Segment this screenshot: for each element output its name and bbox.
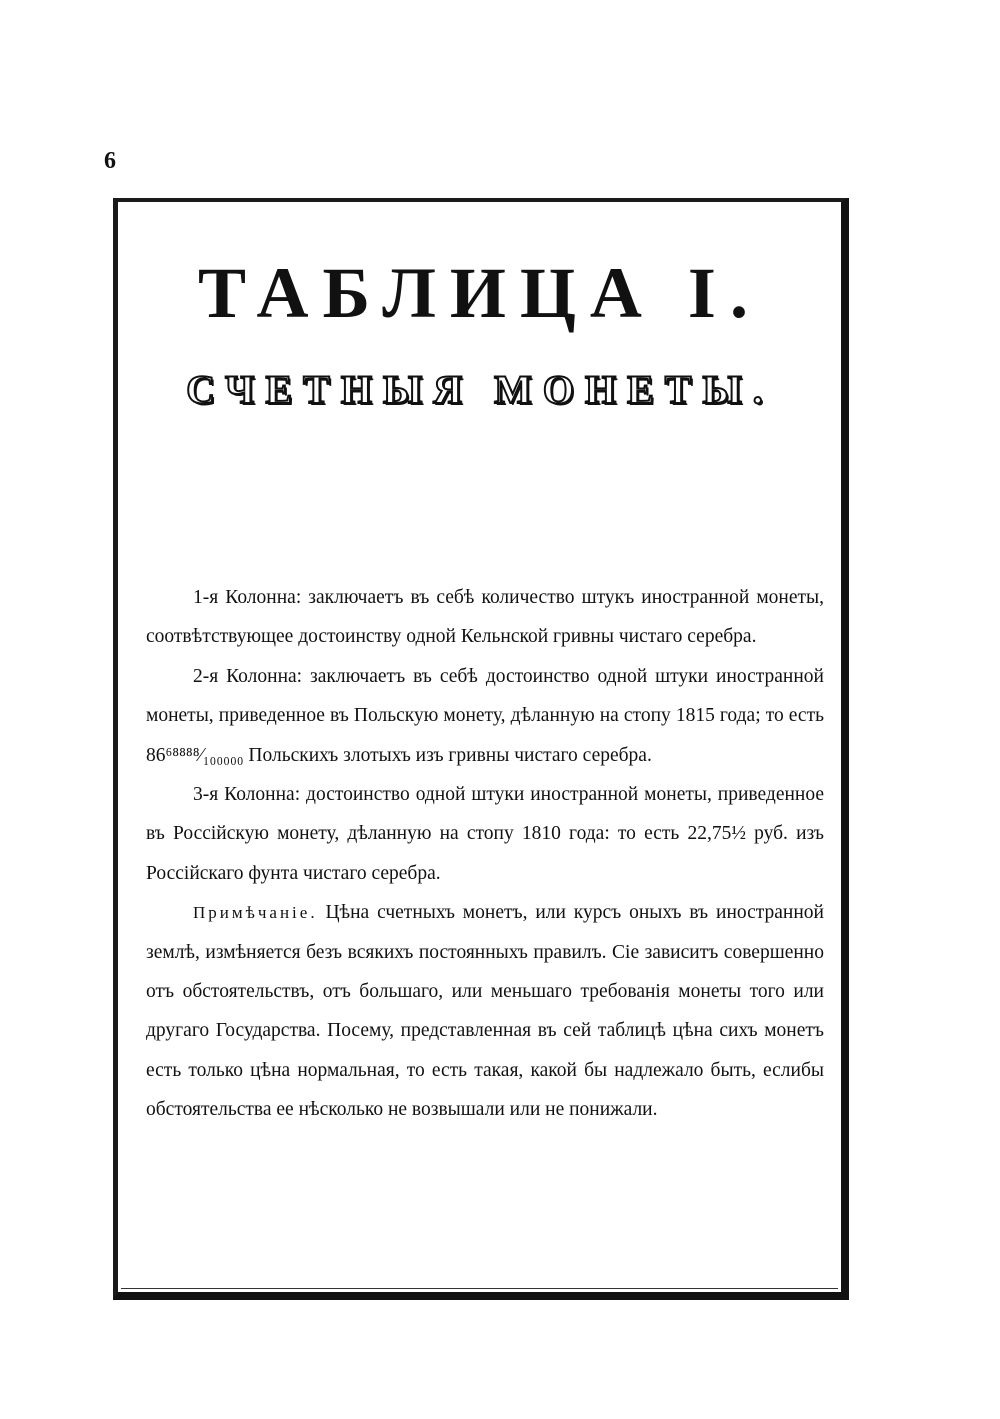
- body-text: [146, 578, 824, 1130]
- paragraph-column-1: 1-я Колонна: заключаетъ въ себѣ количество штукъ иностранной монеты, соотвѣтствующее достоинству одной Кельнской гривны чистаго серебра.: [146, 587, 824, 648]
- paragraph-column-2: 2-я Колонна: заключаетъ въ себѣ достоинство одной штуки иностранной монеты, приведенное въ Польскую монету, дѣланную на стопу 1815 года; то есть 86⁶⁸⁸⁸⁸⁄₁₀₀₀₀₀ Польскихъ злотыхъ изъ гривны чистаго серебра.: [146, 665, 824, 766]
- page-number: 6: [104, 148, 116, 174]
- note-label: Примѣчаніе.: [193, 903, 318, 923]
- paragraph-column-3: 3-я Колонна: достоинство одной штуки иностранной монеты, приведенное въ Россійскую монету, дѣланную на стопу 1810 года: то есть 22,75½ руб. изъ Россійскаго фунта чистаго серебра.: [146, 784, 824, 884]
- paragraph-note: [146, 893, 824, 1129]
- frame-inner-line: [121, 1288, 838, 1289]
- page-subtitle: СЧЕТНЫЯ МОНЕТЫ.: [186, 367, 774, 412]
- page-title: ТАБЛИЦА I.: [198, 253, 762, 333]
- note-text: Цѣна счетныхъ монетъ, или курсъ оныхъ въ иностранной землѣ, измѣняется безъ всякихъ постоянныхъ правилъ. Сіе зависитъ совершенно отъ обстоятельствъ, отъ большаго, или меньшаго требованія монеты того или другаго Государства. Посему, представленная въ сей таблицѣ цѣна сихъ монетъ есть только цѣна нормальная, то есть такая, какой бы надлежало быть, еслибы обстоятельства ее нѣсколько не возвышали или не понижали.: [146, 902, 824, 1121]
